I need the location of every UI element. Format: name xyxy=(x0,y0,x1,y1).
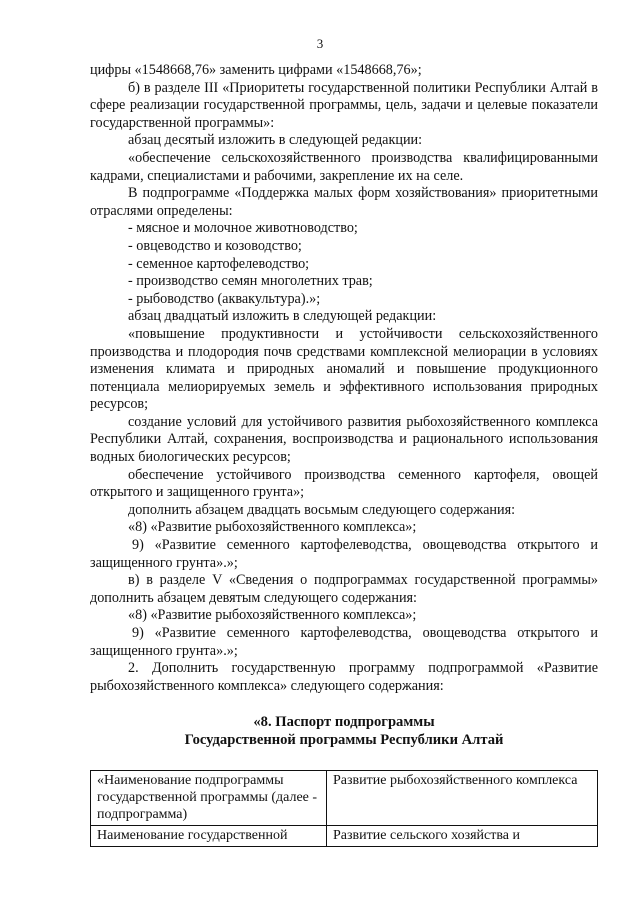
paragraph: «8) «Развитие рыбохозяйственного комплекса»; xyxy=(128,519,417,536)
paragraph: дополнить абзацем двадцать восьмым следующего содержания: xyxy=(128,501,516,518)
list-item: - мясное и молочное животноводство; xyxy=(128,220,358,237)
paragraph: в) в разделе V «Сведения о подпрограммах государственной программы» дополнить абзацем девятым следующего содержания: xyxy=(90,572,598,606)
paragraph: 9) «Развитие семенного картофелеводства, овощеводства открытого и защищенного грунта».»; xyxy=(90,537,598,571)
paragraph: «обеспечение сельскохозяйственного производства квалифицированными кадрами, специалистами и рабочими, закрепление их на селе. xyxy=(90,149,598,184)
paragraph: 9) «Развитие семенного картофелеводства, овощеводства открытого и защищенного грунта».»; xyxy=(90,625,598,659)
paragraph: создание условий для устойчивого развития рыбохозяйственного комплекса Республики Алтай, сохранения, воспроизводства и рационального использования водных биологических ресурсов; xyxy=(90,413,598,466)
paragraph: обеспечение устойчивого производства семенного картофеля, овощей открытого и защищенного грунта»; xyxy=(90,466,598,501)
section-subtitle: Государственной программы Республики Алтай xyxy=(184,732,504,749)
list-item: - овцеводство и козоводство; xyxy=(128,237,302,254)
table-cell-label: Наименование государственной xyxy=(91,826,327,847)
page-number: 3 xyxy=(316,36,324,51)
paragraph: абзац десятый изложить в следующей редакции: xyxy=(128,132,423,149)
paragraph: «повышение продуктивности и устойчивости сельскохозяйственного производства и плодородия почв средствами комплексной мелиорации в условиях изменения климата и природных аномалий и повышение продукционного потенциала мелиорируемых земель и эффективного использования природных ресурсов; xyxy=(90,325,598,413)
paragraph: абзац двадцатый изложить в следующей редакции: xyxy=(128,308,437,325)
table-row xyxy=(91,771,598,826)
paragraph: цифры «1548668,76» заменить цифрами «1548668,76»; xyxy=(90,62,422,78)
table-cell-value: Развитие рыбохозяйственного комплекса xyxy=(327,771,598,826)
passport-table xyxy=(90,770,598,847)
paragraph: В подпрограмме «Поддержка малых форм хозяйствования» приоритетными отраслями определены: xyxy=(90,185,598,219)
table-cell-label: «Наименование подпрограммы государственной программы (далее - подпрограмма) xyxy=(91,771,327,826)
table-row xyxy=(91,826,598,847)
paragraph: 2. Дополнить государственную программу подпрограммой «Развитие рыбохозяйственного комплекса» следующего содержания: xyxy=(90,660,598,694)
list-item: - рыбоводство (аквакультура).»; xyxy=(128,290,321,307)
document-body xyxy=(90,62,598,749)
list-item: - производство семян многолетних трав; xyxy=(128,273,373,290)
table-cell-value: Развитие сельского хозяйства и xyxy=(327,826,598,847)
list-item: - семенное картофелеводство; xyxy=(128,255,310,272)
paragraph: б) в разделе III «Приоритеты государственной политики Республики Алтай в сфере реализации государственной программы, цель, задачи и целевые показатели государственной программы»: xyxy=(90,79,598,131)
section-title: «8. Паспорт подпрограммы xyxy=(253,714,435,731)
paragraph: «8) «Развитие рыбохозяйственного комплекса»; xyxy=(128,607,417,624)
